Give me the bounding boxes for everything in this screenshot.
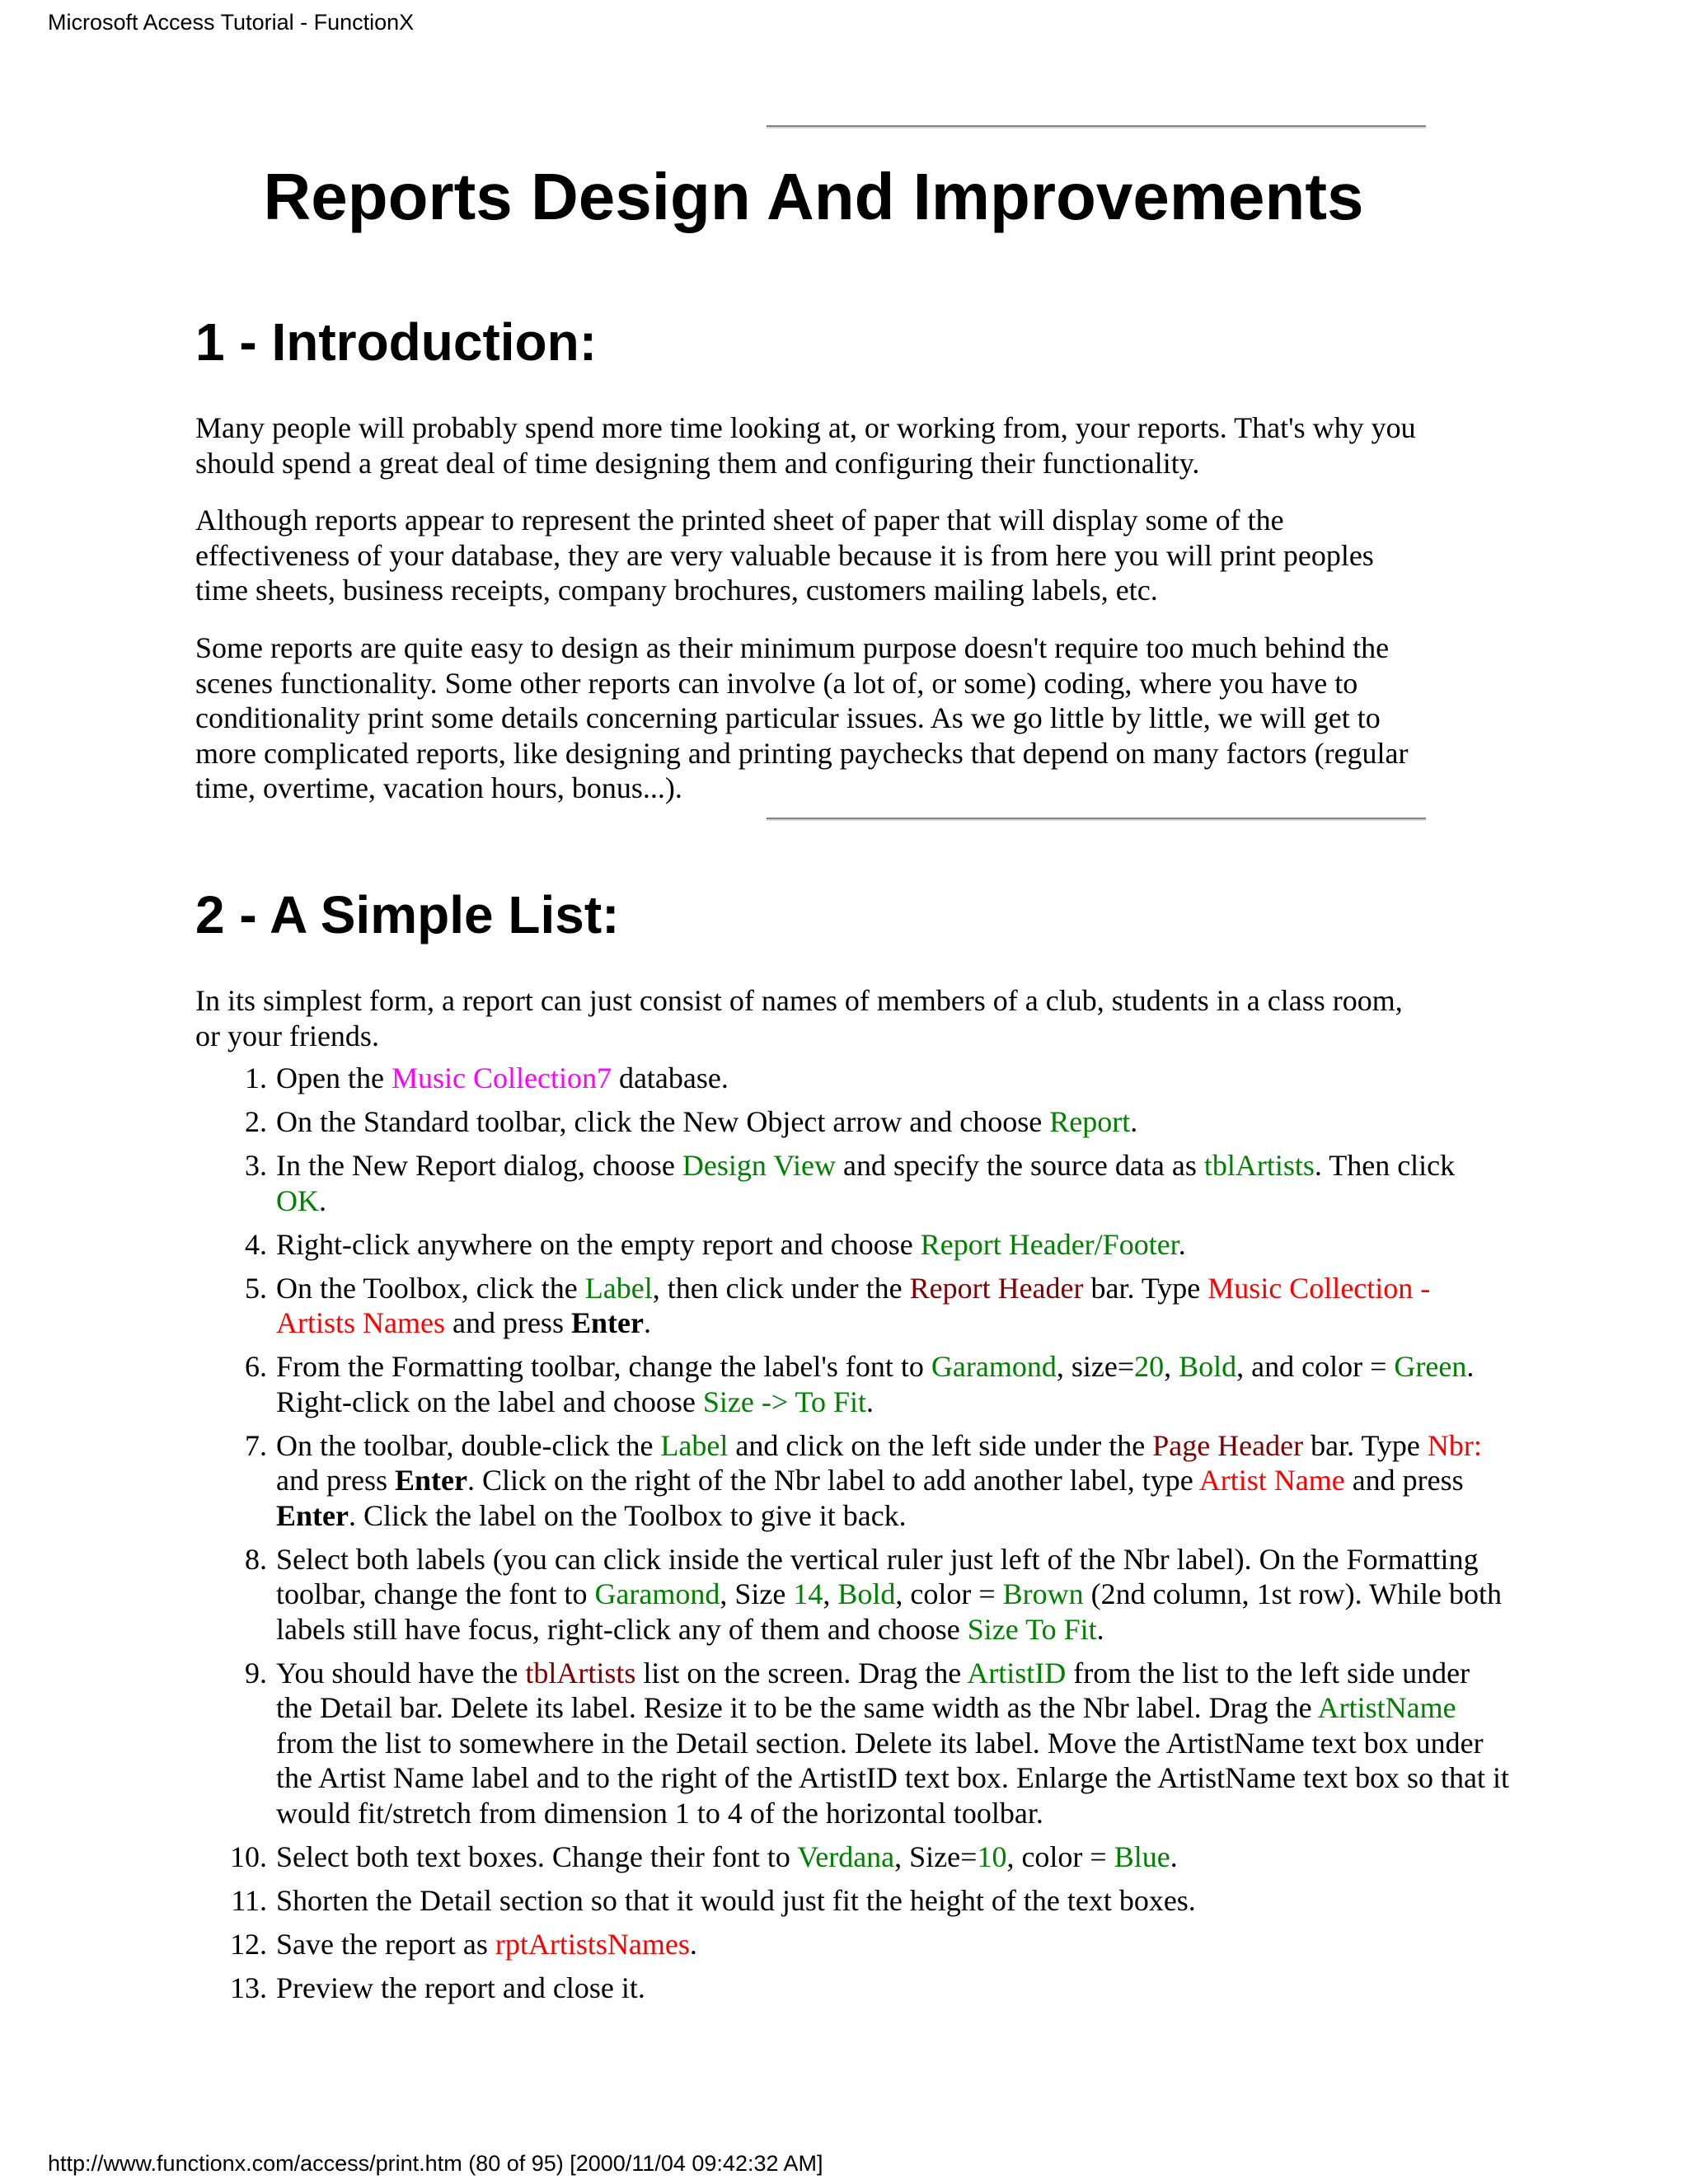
step-text: from the list to somewhere in the Detail section. Delete its label. Move the ArtistName text box under the Artist Name label and to the right of the ArtistID text box. Enlarge the ArtistName text box so that it would fit/stretch from dimension 1 to 4 of the horizontal toolbar. bbox=[276, 1726, 1510, 1830]
step-item bbox=[274, 1148, 1511, 1218]
intro-paragraph-2: Although reports appear to represent the printed sheet of paper that will display some of the effectiveness of your database, they are very valuable because it is from here you will print peoples time sheets, business receipts, company brochures, customers mailing labels, etc. bbox=[195, 504, 1374, 607]
step-highlight: Enter bbox=[276, 1498, 349, 1532]
step-text: list on the screen. Drag the bbox=[635, 1656, 968, 1690]
step-highlight: Music Collection7 bbox=[391, 1062, 612, 1094]
page-header-title: Microsoft Access Tutorial - FunctionX bbox=[48, 10, 415, 35]
horizontal-rule bbox=[767, 125, 1426, 129]
page-title: Reports Design And Improvements bbox=[263, 160, 1364, 233]
step-text: , bbox=[823, 1577, 838, 1610]
step-text: . bbox=[643, 1306, 651, 1339]
step-text: . bbox=[1096, 1612, 1104, 1646]
step-item bbox=[274, 1428, 1511, 1534]
step-text: On the Toolbox, click the bbox=[276, 1271, 585, 1305]
step-highlight: ArtistName bbox=[1317, 1691, 1456, 1724]
step-highlight: Label bbox=[584, 1271, 653, 1305]
step-text: . bbox=[319, 1183, 326, 1217]
step-text: . Right-click on the label and choose bbox=[276, 1350, 1475, 1418]
step-highlight: 20 bbox=[1134, 1350, 1165, 1383]
step-highlight: Artist Name bbox=[1198, 1464, 1345, 1497]
step-text: Select both labels (you can click inside the vertical ruler just left of the Nbr label). On the Formatting toolbar, change the font to bbox=[276, 1542, 1479, 1610]
step-highlight: tblArtists bbox=[1203, 1149, 1315, 1182]
step-text: . Click the label on the Toolbox to give it back. bbox=[348, 1498, 907, 1532]
step-highlight: tblArtists bbox=[525, 1656, 636, 1690]
step-highlight: Bold bbox=[837, 1577, 896, 1610]
step-highlight: Size -> To Fit bbox=[702, 1385, 866, 1418]
step-text: and press bbox=[444, 1306, 571, 1339]
page-footer-url: http://www.functionx.com/access/print.htm (80 of 95) [2000/11/04 09:42:32 AM] bbox=[48, 2151, 823, 2176]
step-item bbox=[274, 1061, 1511, 1096]
step-highlight: Music Collection - Artists Names bbox=[276, 1271, 1431, 1339]
steps-list bbox=[195, 1061, 1511, 2014]
step-highlight: Report Header/Footer bbox=[920, 1227, 1179, 1261]
step-highlight: Nbr: bbox=[1427, 1428, 1482, 1462]
step-item bbox=[274, 1840, 1511, 1875]
step-highlight: OK bbox=[276, 1183, 319, 1217]
step-highlight: Size To Fit bbox=[967, 1612, 1097, 1646]
step-text: Preview the report and close it. bbox=[276, 1971, 645, 2004]
step-text: Save the report as bbox=[276, 1927, 495, 1961]
step-item bbox=[274, 1883, 1511, 1919]
step-highlight: 14 bbox=[793, 1577, 823, 1610]
step-text: . bbox=[1178, 1227, 1186, 1261]
step-text: , bbox=[1164, 1350, 1179, 1383]
step-text: , size= bbox=[1056, 1350, 1135, 1383]
step-text: (2nd column, 1st row). While both labels still have focus, right-click any of them and choose bbox=[276, 1577, 1502, 1646]
step-text: Shorten the Detail section so that it would just fit the height of the text boxes. bbox=[276, 1883, 1196, 1917]
step-highlight: 10 bbox=[977, 1840, 1007, 1873]
step-text: From the Formatting toolbar, change the label's font to bbox=[276, 1350, 931, 1383]
step-highlight: Green bbox=[1394, 1350, 1467, 1383]
step-text: and press bbox=[276, 1464, 395, 1497]
step-text: . bbox=[865, 1385, 874, 1418]
step-text: On the Standard toolbar, click the New Object arrow and choose bbox=[276, 1105, 1050, 1138]
step-highlight: rptArtistsNames bbox=[495, 1927, 690, 1961]
step-highlight: Bold bbox=[1179, 1350, 1237, 1383]
step-highlight: ArtistID bbox=[967, 1656, 1067, 1690]
step-item bbox=[274, 1542, 1511, 1647]
step-text: bar. Type bbox=[1303, 1428, 1428, 1462]
step-item bbox=[274, 1349, 1511, 1419]
step-text: Open the bbox=[276, 1062, 392, 1094]
step-text: . bbox=[1130, 1105, 1138, 1138]
step-item bbox=[274, 1227, 1511, 1263]
section-heading-simple-list: 2 - A Simple List: bbox=[195, 885, 620, 944]
step-highlight: Brown bbox=[1002, 1577, 1084, 1610]
step-highlight: Enter bbox=[394, 1464, 467, 1497]
step-highlight: Garamond bbox=[931, 1350, 1057, 1383]
step-text: . bbox=[689, 1927, 697, 1961]
step-highlight: Enter bbox=[570, 1306, 644, 1339]
step-text: , Size bbox=[720, 1577, 794, 1610]
step-item bbox=[274, 1971, 1511, 2006]
simple-list-intro: In its simplest form, a report can just consist of names of members of a club, students in a class room, or your friends. bbox=[195, 984, 1403, 1052]
step-text: . Click on the right of the Nbr label to add another label, type bbox=[467, 1464, 1199, 1497]
horizontal-rule bbox=[767, 818, 1426, 821]
step-text: In the New Report dialog, choose bbox=[276, 1149, 682, 1182]
step-item bbox=[274, 1104, 1511, 1140]
step-text: , and color = bbox=[1236, 1350, 1395, 1383]
step-text: database. bbox=[611, 1062, 729, 1094]
step-text: , Size= bbox=[894, 1840, 978, 1873]
step-text: , then click under the bbox=[652, 1271, 910, 1305]
step-text: and click on the left side under the bbox=[728, 1428, 1153, 1462]
step-text: bar. Type bbox=[1083, 1271, 1208, 1305]
step-highlight: Design View bbox=[682, 1149, 837, 1182]
step-highlight: Verdana bbox=[797, 1840, 895, 1873]
step-item bbox=[274, 1656, 1511, 1831]
step-text: You should have the bbox=[276, 1656, 526, 1690]
step-text: . bbox=[1170, 1840, 1178, 1873]
step-text: and specify the source data as bbox=[836, 1149, 1204, 1182]
step-text: On the toolbar, double-click the bbox=[276, 1428, 661, 1462]
step-item bbox=[274, 1271, 1511, 1341]
step-text: , color = bbox=[1006, 1840, 1114, 1873]
step-highlight: Label bbox=[660, 1428, 729, 1462]
intro-paragraph-1: Many people will probably spend more time looking at, or working from, your reports. That's why you should spend a great deal of time designing them and configuring their functionality. bbox=[195, 411, 1416, 480]
step-text: . Then click bbox=[1314, 1149, 1456, 1182]
step-text: , color = bbox=[895, 1577, 1003, 1610]
step-highlight: Garamond bbox=[594, 1577, 720, 1610]
step-highlight: Blue bbox=[1114, 1840, 1170, 1873]
step-highlight: Report bbox=[1049, 1105, 1131, 1138]
step-item bbox=[274, 1927, 1511, 1962]
step-highlight: Report Header bbox=[909, 1271, 1084, 1305]
step-text: Select both text boxes. Change their font to bbox=[276, 1840, 798, 1873]
step-text: Right-click anywhere on the empty report and choose bbox=[276, 1227, 921, 1261]
step-text: and press bbox=[1344, 1464, 1464, 1497]
section-heading-introduction: 1 - Introduction: bbox=[195, 312, 598, 372]
step-text: from the list to the left side under the Detail bar. Delete its label. Resize it to be the same width as the Nbr label. Drag the bbox=[276, 1656, 1470, 1724]
intro-paragraph-3: Some reports are quite easy to design as their minimum purpose doesn't require too much behind the scenes functionality. Some other reports can involve (a lot of, or some) coding, where you have to conditionality print some details concerning particular issues. As we go little by little, we will get to more complicated reports, like designing and printing paychecks that depend on many factors (regular time, overtime, vacation hours, bonus...). bbox=[195, 631, 1409, 804]
step-highlight: Page Header bbox=[1152, 1428, 1304, 1462]
